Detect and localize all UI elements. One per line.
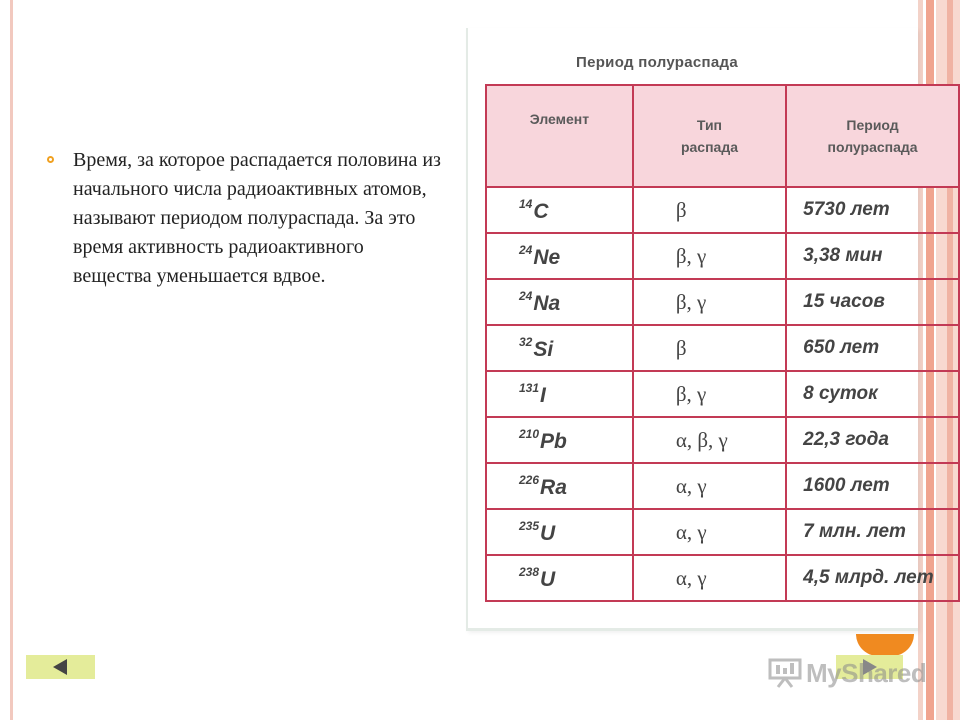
element-symbol: I bbox=[540, 383, 546, 407]
element-cell bbox=[486, 233, 633, 279]
half-life-cell: 22,3 года bbox=[786, 417, 959, 463]
bullet-icon bbox=[47, 156, 54, 163]
decay-type-cell: β, γ bbox=[633, 233, 786, 279]
element-cell bbox=[486, 325, 633, 371]
element-cell bbox=[486, 463, 633, 509]
decay-type-cell: α, γ bbox=[633, 463, 786, 509]
triangle-left-icon bbox=[53, 659, 67, 675]
table-row bbox=[486, 279, 959, 325]
table-row bbox=[486, 463, 959, 509]
element-cell bbox=[486, 417, 633, 463]
half-life-cell: 8 суток bbox=[786, 371, 959, 417]
half-life-table bbox=[485, 84, 960, 602]
table-row bbox=[486, 371, 959, 417]
mass-number: 210 bbox=[519, 426, 540, 441]
table-row bbox=[486, 417, 959, 463]
decay-type-cell: β bbox=[633, 325, 786, 371]
decay-type-cell: α, γ bbox=[633, 509, 786, 555]
element-symbol: C bbox=[533, 199, 549, 223]
half-life-cell: 3,38 мин bbox=[786, 233, 959, 279]
logo-text: MyShared bbox=[806, 657, 927, 688]
table-row bbox=[486, 233, 959, 279]
table-row bbox=[486, 187, 959, 233]
mass-number: 238 bbox=[519, 564, 540, 579]
decay-type-cell: β bbox=[633, 187, 786, 233]
decay-type-cell: α, β, γ bbox=[633, 417, 786, 463]
bullet-text: Время, за которое распадается половина из начального числа радиоактивных атомов, называют периодом полураспада. За это время активность радиоактивного вещества уменьшается вдвое. bbox=[73, 149, 441, 287]
element-symbol: Pb bbox=[540, 429, 567, 453]
element-symbol: U bbox=[540, 521, 556, 545]
myshared-logo bbox=[768, 656, 926, 690]
table-row bbox=[486, 325, 959, 371]
element-cell bbox=[486, 371, 633, 417]
element-symbol: Na bbox=[533, 291, 561, 315]
element-cell bbox=[486, 187, 633, 233]
half-life-cell: 5730 лет bbox=[786, 187, 959, 233]
half-life-cell: 1600 лет bbox=[786, 463, 959, 509]
mass-number: 235 bbox=[519, 518, 540, 533]
header-half-life: Период полураспада bbox=[786, 85, 959, 187]
element-symbol: U bbox=[540, 567, 556, 591]
element-cell bbox=[486, 509, 633, 555]
mass-number: 226 bbox=[519, 472, 540, 487]
half-life-cell: 4,5 млрд. лет bbox=[786, 555, 959, 601]
decorative-shape bbox=[856, 634, 914, 656]
half-life-cell: 15 часов bbox=[786, 279, 959, 325]
table-title: Период полураспада bbox=[576, 54, 738, 71]
header-decay-type: Тип распада bbox=[633, 85, 786, 187]
decay-type-cell: β, γ bbox=[633, 279, 786, 325]
mass-number: 32 bbox=[519, 334, 533, 349]
element-cell bbox=[486, 555, 633, 601]
element-symbol: Ne bbox=[533, 245, 561, 269]
element-symbol: Ra bbox=[540, 475, 567, 499]
mass-number: 14 bbox=[519, 196, 533, 211]
table-header-row bbox=[486, 85, 959, 187]
slide-frame-left bbox=[10, 0, 13, 720]
prev-slide-button[interactable] bbox=[26, 655, 95, 679]
half-life-cell: 650 лет bbox=[786, 325, 959, 371]
mass-number: 24 bbox=[519, 288, 533, 303]
half-life-cell: 7 млн. лет bbox=[786, 509, 959, 555]
header-element: Элемент bbox=[486, 85, 633, 187]
element-cell bbox=[486, 279, 633, 325]
table-row bbox=[486, 509, 959, 555]
decay-type-cell: β, γ bbox=[633, 371, 786, 417]
element-symbol: Si bbox=[533, 337, 554, 361]
presentation-icon bbox=[768, 658, 802, 688]
mass-number: 24 bbox=[519, 242, 533, 257]
decay-type-cell: α, γ bbox=[633, 555, 786, 601]
mass-number: 131 bbox=[519, 380, 540, 395]
table-row bbox=[486, 555, 959, 601]
